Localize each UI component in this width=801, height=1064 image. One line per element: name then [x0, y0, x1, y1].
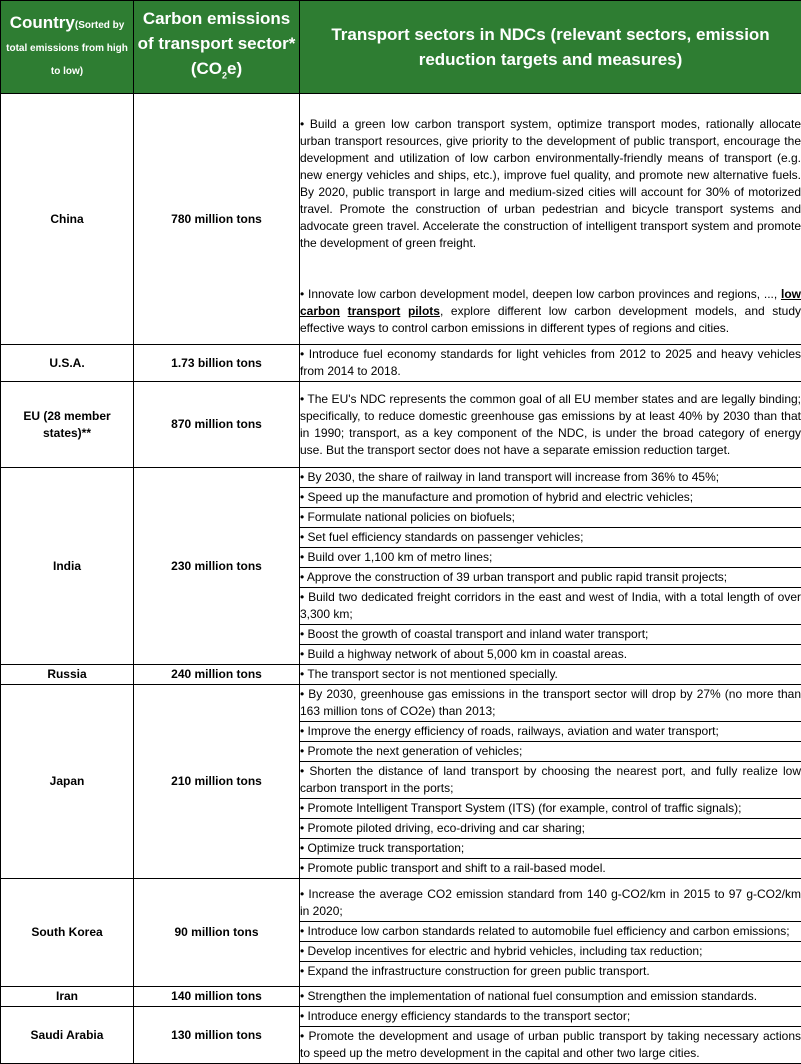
country-cell: U.S.A. [1, 345, 134, 382]
underlined-term: transport [348, 304, 401, 318]
table-row-russia [1, 665, 801, 685]
emissions-cell: 230 million tons [134, 468, 300, 665]
measures-cell [300, 987, 801, 1007]
measure-item: • Strengthen the implementation of national fuel consumption and emission standards. [300, 987, 801, 1006]
underlined-term: carbon [300, 304, 340, 318]
measure-item: • Introduce fuel economy standards for light vehicles from 2012 to 2025 and heavy vehicles from 2014 to 2018. [300, 345, 801, 381]
measure-item: • Promote piloted driving, eco-driving and car sharing; [300, 819, 801, 839]
table-row-saudi-arabia [1, 1007, 801, 1064]
emissions-cell: 870 million tons [134, 382, 300, 468]
header-country-note: (Sorted by total emissions from high to low) [6, 20, 128, 77]
header-emissions-sub: 2 [222, 70, 227, 80]
country-cell: Saudi Arabia [1, 1007, 134, 1064]
measures-cell [300, 468, 801, 665]
table-row-india [1, 468, 801, 665]
measure-item: • Approve the construction of 39 urban transport and public rapid transit projects; [300, 568, 801, 588]
measure-item: • Promote the development and usage of urban public transport by taking necessary actions to speed up the metro development in the capital and other two large cities. [300, 1027, 801, 1063]
header-ndc: Transport sectors in NDCs (relevant sectors, emission reduction targets and measures) [300, 1, 801, 94]
country-cell: South Korea [1, 879, 134, 987]
emissions-cell: 210 million tons [134, 685, 300, 879]
underlined-term: low [781, 287, 801, 301]
measure-item: • By 2030, greenhouse gas emissions in the transport sector will drop by 27% (no more than 163 million tons of CO2e) than 2013; [300, 685, 801, 722]
measure-item: • Expand the infrastructure construction for green public transport. [300, 962, 801, 981]
measures-cell [300, 879, 801, 987]
measure-item: • Improve the energy efficiency of roads, railways, aviation and water transport; [300, 722, 801, 742]
measure-item: • By 2030, the share of railway in land transport will increase from 36% to 45%; [300, 468, 801, 488]
measure-item: • Shorten the distance of land transport by choosing the nearest port, and fully realize low carbon transport in the ports; [300, 762, 801, 799]
measure-item: • Introduce low carbon standards related to automobile fuel efficiency and carbon emissions; [300, 922, 801, 942]
emissions-cell: 140 million tons [134, 987, 300, 1007]
measures-cell [300, 382, 801, 468]
table-row-usa [1, 345, 801, 382]
measure-item: • Optimize truck transportation; [300, 839, 801, 859]
header-country-main: Country [10, 13, 75, 32]
measure-text: , explore different low carbon development models, and study effective ways to control carbon emissions in different types of regions and cities. [300, 304, 801, 335]
measure-item: • Promote the next generation of vehicles; [300, 742, 801, 762]
header-country [1, 1, 134, 94]
country-cell: Russia [1, 665, 134, 685]
emissions-cell: 130 million tons [134, 1007, 300, 1064]
emissions-cell: 90 million tons [134, 879, 300, 987]
measure-item: • The EU's NDC represents the common goal of all EU member states and are legally binding; specifically, to reduce domestic greenhouse gas emissions by at least 40% by 2030 than that in 1990; transport, as a key component of the NDC, is under the broad category of energy use. But the transport sector does not have a separate emission reduction target. [300, 390, 801, 460]
measure-paragraph [300, 286, 801, 337]
table-row-china [1, 94, 801, 345]
table-row-south-korea [1, 879, 801, 987]
measure-item: • Increase the average CO2 emission standard from 140 g-CO2/km in 2015 to 97 g-CO2/km in 2020; [300, 885, 801, 922]
measure-item: • Speed up the manufacture and promotion of hybrid and electric vehicles; [300, 488, 801, 508]
measure-paragraph: • Build a green low carbon transport system, optimize transport modes, rationally allocate urban transport resources, give priority to the development of public transport, encourage the development and utilization of low carbon environmentally-friendly means of transport (e.g. new energy vehicles and ships, etc.), improve fuel quality, and promote new alternative fuels. By 2020, public transport in large and medium-sized cities will account for 30% of motorized travel. Promote the construction of urban pedestrian and bicycle transport systems and advocate green travel. Accelerate the construction of intelligent transport system and promote the development of green freight. [300, 116, 801, 252]
measures-cell [300, 685, 801, 879]
measure-item: • Formulate national policies on biofuels; [300, 508, 801, 528]
country-cell: India [1, 468, 134, 665]
measure-item: • Promote public transport and shift to a rail-based model. [300, 859, 801, 878]
measures-cell [300, 665, 801, 685]
country-cell: Japan [1, 685, 134, 879]
measure-item: • Build two dedicated freight corridors in the east and west of India, with a total length of over 3,300 km; [300, 588, 801, 625]
emissions-cell: 780 million tons [134, 94, 300, 345]
measure-item: • Build a highway network of about 5,000 km in coastal areas. [300, 645, 801, 664]
country-cell: EU (28 member states)** [1, 382, 134, 468]
measure-item: • The transport sector is not mentioned specially. [300, 665, 801, 684]
measures-cell [300, 94, 801, 345]
header-emissions-text: Carbon emissions of transport sector* (CO [138, 9, 296, 78]
header-row [1, 1, 801, 94]
underlined-term: pilots [408, 304, 440, 318]
measure-item: • Set fuel efficiency standards on passenger vehicles; [300, 528, 801, 548]
emissions-cell: 240 million tons [134, 665, 300, 685]
measures-cell [300, 1007, 801, 1064]
measure-item: • Boost the growth of coastal transport and inland water transport; [300, 625, 801, 645]
measure-text: • Innovate low carbon development model, deepen low carbon provinces and regions, ..., [300, 287, 777, 301]
measure-item: • Promote Intelligent Transport System (ITS) (for example, control of traffic signals); [300, 799, 801, 819]
country-cell: Iran [1, 987, 134, 1007]
measure-item: • Introduce energy efficiency standards to the transport sector; [300, 1007, 801, 1027]
measures-cell [300, 345, 801, 382]
measure-item: • Build over 1,100 km of metro lines; [300, 548, 801, 568]
measure-item: • Develop incentives for electric and hybrid vehicles, including tax reduction; [300, 942, 801, 962]
header-emissions [134, 1, 300, 94]
paragraph-gap [300, 252, 801, 286]
table-row-iran [1, 987, 801, 1007]
header-emissions-tail: e) [227, 59, 242, 78]
table-row-japan [1, 685, 801, 879]
table-row-eu [1, 382, 801, 468]
country-cell: China [1, 94, 134, 345]
emissions-cell: 1.73 billion tons [134, 345, 300, 382]
